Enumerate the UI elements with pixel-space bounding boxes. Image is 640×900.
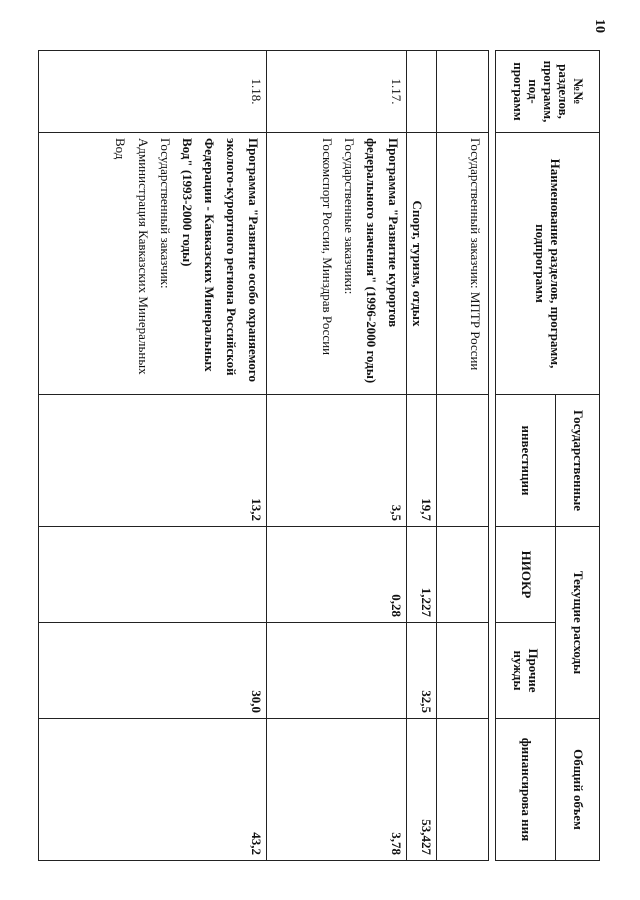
customers-value: Госкомспорт России, Минздрав России — [319, 138, 335, 356]
other-value — [267, 623, 407, 719]
table-row-1-17 — [267, 51, 407, 861]
row-num: 1.17. — [267, 51, 407, 133]
header-other: Прочие нужды — [496, 623, 556, 719]
row-num: 1.18. — [39, 51, 267, 133]
section-other: 32,5 — [407, 623, 437, 719]
section-name: Спорт, туризм, отдых — [407, 133, 437, 395]
other-value: 30,0 — [39, 623, 267, 719]
table-row — [437, 51, 489, 861]
total-value: 43,2 — [39, 719, 267, 861]
header-current: Текущие расходы — [556, 527, 600, 719]
table-row-1-18 — [39, 51, 267, 861]
header-num: №№ разделов, программ, под-программ — [496, 51, 600, 133]
gov-value: 3,5 — [267, 395, 407, 527]
rotated-table-container — [40, 50, 600, 860]
spacer-row — [489, 51, 496, 861]
niokr-value — [39, 527, 267, 623]
customer-value: Администрация Кавказских Минеральных Вод — [113, 138, 151, 375]
section-gov: 19,7 — [407, 395, 437, 527]
page-number: 10 — [592, 19, 607, 33]
gov-value: 13,2 — [39, 395, 267, 527]
header-niokr: НИОКР — [496, 527, 556, 623]
financing-table — [38, 50, 600, 861]
program-title: Программа "Развитие особо охраняемого эколого-курортного региона Российской Федерации - Кавказских Минеральных Вод" (1993-2000 годы) — [179, 138, 261, 382]
header-total: Общий объем — [556, 719, 600, 861]
customer-mptr: Государственный заказчик: МПТР России — [437, 133, 489, 395]
header-gov: Государственные — [556, 395, 600, 527]
section-total: 53,427 — [407, 719, 437, 861]
section-row — [407, 51, 437, 861]
niokr-value: 0,28 — [267, 527, 407, 623]
customer-label: Государственный заказчик: — [157, 138, 173, 289]
header-gov-sub: инвестиции — [496, 395, 556, 527]
program-title: Программа "Развитие курортов федерального значения" (1996-2000 годы) — [363, 138, 401, 384]
header-total-sub: финансирова ния — [496, 719, 556, 861]
section-niokr: 1,227 — [407, 527, 437, 623]
header-name: Наименование разделов, программ, подпрограмм — [496, 133, 600, 395]
total-value: 3,78 — [267, 719, 407, 861]
customers-label: Государственные заказчики: — [341, 138, 357, 295]
